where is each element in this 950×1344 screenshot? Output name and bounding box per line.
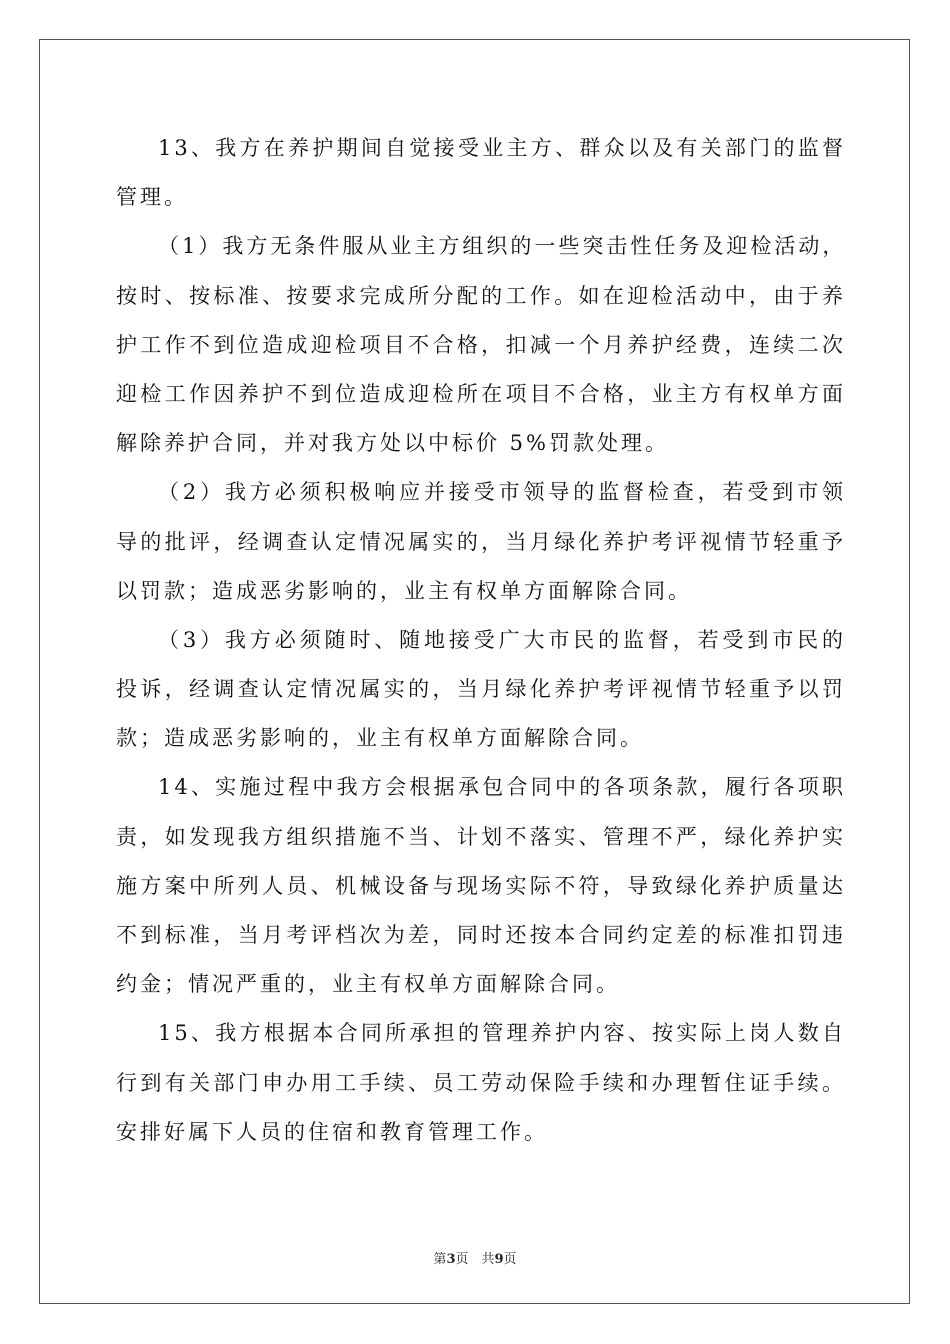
text-line: 责，如发现我方组织措施不当、计划不落实、管理不严，绿化养护实 xyxy=(116,824,846,849)
text-line: 安排好属下人员的住宿和教育管理工作。 xyxy=(116,1119,548,1144)
text-line: （1）我方无条件服从业主方组织的一些突击性任务及迎检活动， xyxy=(158,234,847,259)
text-line: 投诉，经调查认定情况属实的，当月绿化养护考评视情节轻重予以罚 xyxy=(116,677,846,702)
text-line: 迎检工作因养护不到位造成迎检所在项目不合格，业主方有权单方面 xyxy=(116,381,846,406)
paragraph-13-3 xyxy=(116,616,846,764)
paragraph-13-1 xyxy=(116,222,846,468)
text-line: 不到标准，当月考评档次为差，同时还按本合同约定差的标准扣罚违 xyxy=(116,923,846,947)
text-line: 导的批评，经调查认定情况属实的，当月绿化养护考评视情节轻重予 xyxy=(116,529,846,554)
paragraph-13 xyxy=(116,124,846,222)
document-body xyxy=(116,124,846,1157)
footer-middle: 页 共 xyxy=(455,1252,495,1267)
footer-suffix: 页 xyxy=(503,1252,517,1267)
text-line: 款；造成恶劣影响的，业主有权单方面解除合同。 xyxy=(116,726,644,751)
text-line: 15、我方根据本合同所承担的管理养护内容、按实际上岗人数自 xyxy=(158,1021,846,1046)
page-footer xyxy=(0,1248,950,1267)
paragraph-15 xyxy=(116,1009,846,1157)
text-line: 行到有关部门申办用工手续、员工劳动保险手续和办理暂住证手续。 xyxy=(116,1070,846,1095)
text-line: （2）我方必须积极响应并接受市领导的监督检查，若受到市领 xyxy=(158,480,846,505)
current-page-number: 3 xyxy=(446,1252,456,1267)
text-line: 约金；情况严重的，业主有权单方面解除合同。 xyxy=(116,972,620,997)
text-line: （3）我方必须随时、随地接受广大市民的监督，若受到市民的 xyxy=(158,627,846,652)
text-line: 施方案中所列人员、机械设备与现场实际不符，导致绿化养护质量达 xyxy=(116,873,846,898)
paragraph-14 xyxy=(116,763,846,1009)
text-line: 解除养护合同，并对我方处以中标价 5%罚款处理。 xyxy=(116,431,669,456)
text-line: 按时、按标准、按要求完成所分配的工作。如在迎检活动中，由于养 xyxy=(116,283,846,308)
text-line: 以罚款；造成恶劣影响的，业主有权单方面解除合同。 xyxy=(116,578,692,603)
paragraph-13-2 xyxy=(116,468,846,616)
total-pages-number: 9 xyxy=(494,1252,504,1267)
text-line: 管理。 xyxy=(116,185,188,210)
text-line: 护工作不到位造成迎检项目不合格，扣减一个月养护经费，连续二次 xyxy=(116,332,846,357)
text-line: 13、我方在养护期间自觉接受业主方、群众以及有关部门的监督 xyxy=(158,136,846,160)
text-line: 14、实施过程中我方会根据承包合同中的各项条款，履行各项职 xyxy=(158,775,846,800)
footer-prefix: 第 xyxy=(433,1252,447,1267)
